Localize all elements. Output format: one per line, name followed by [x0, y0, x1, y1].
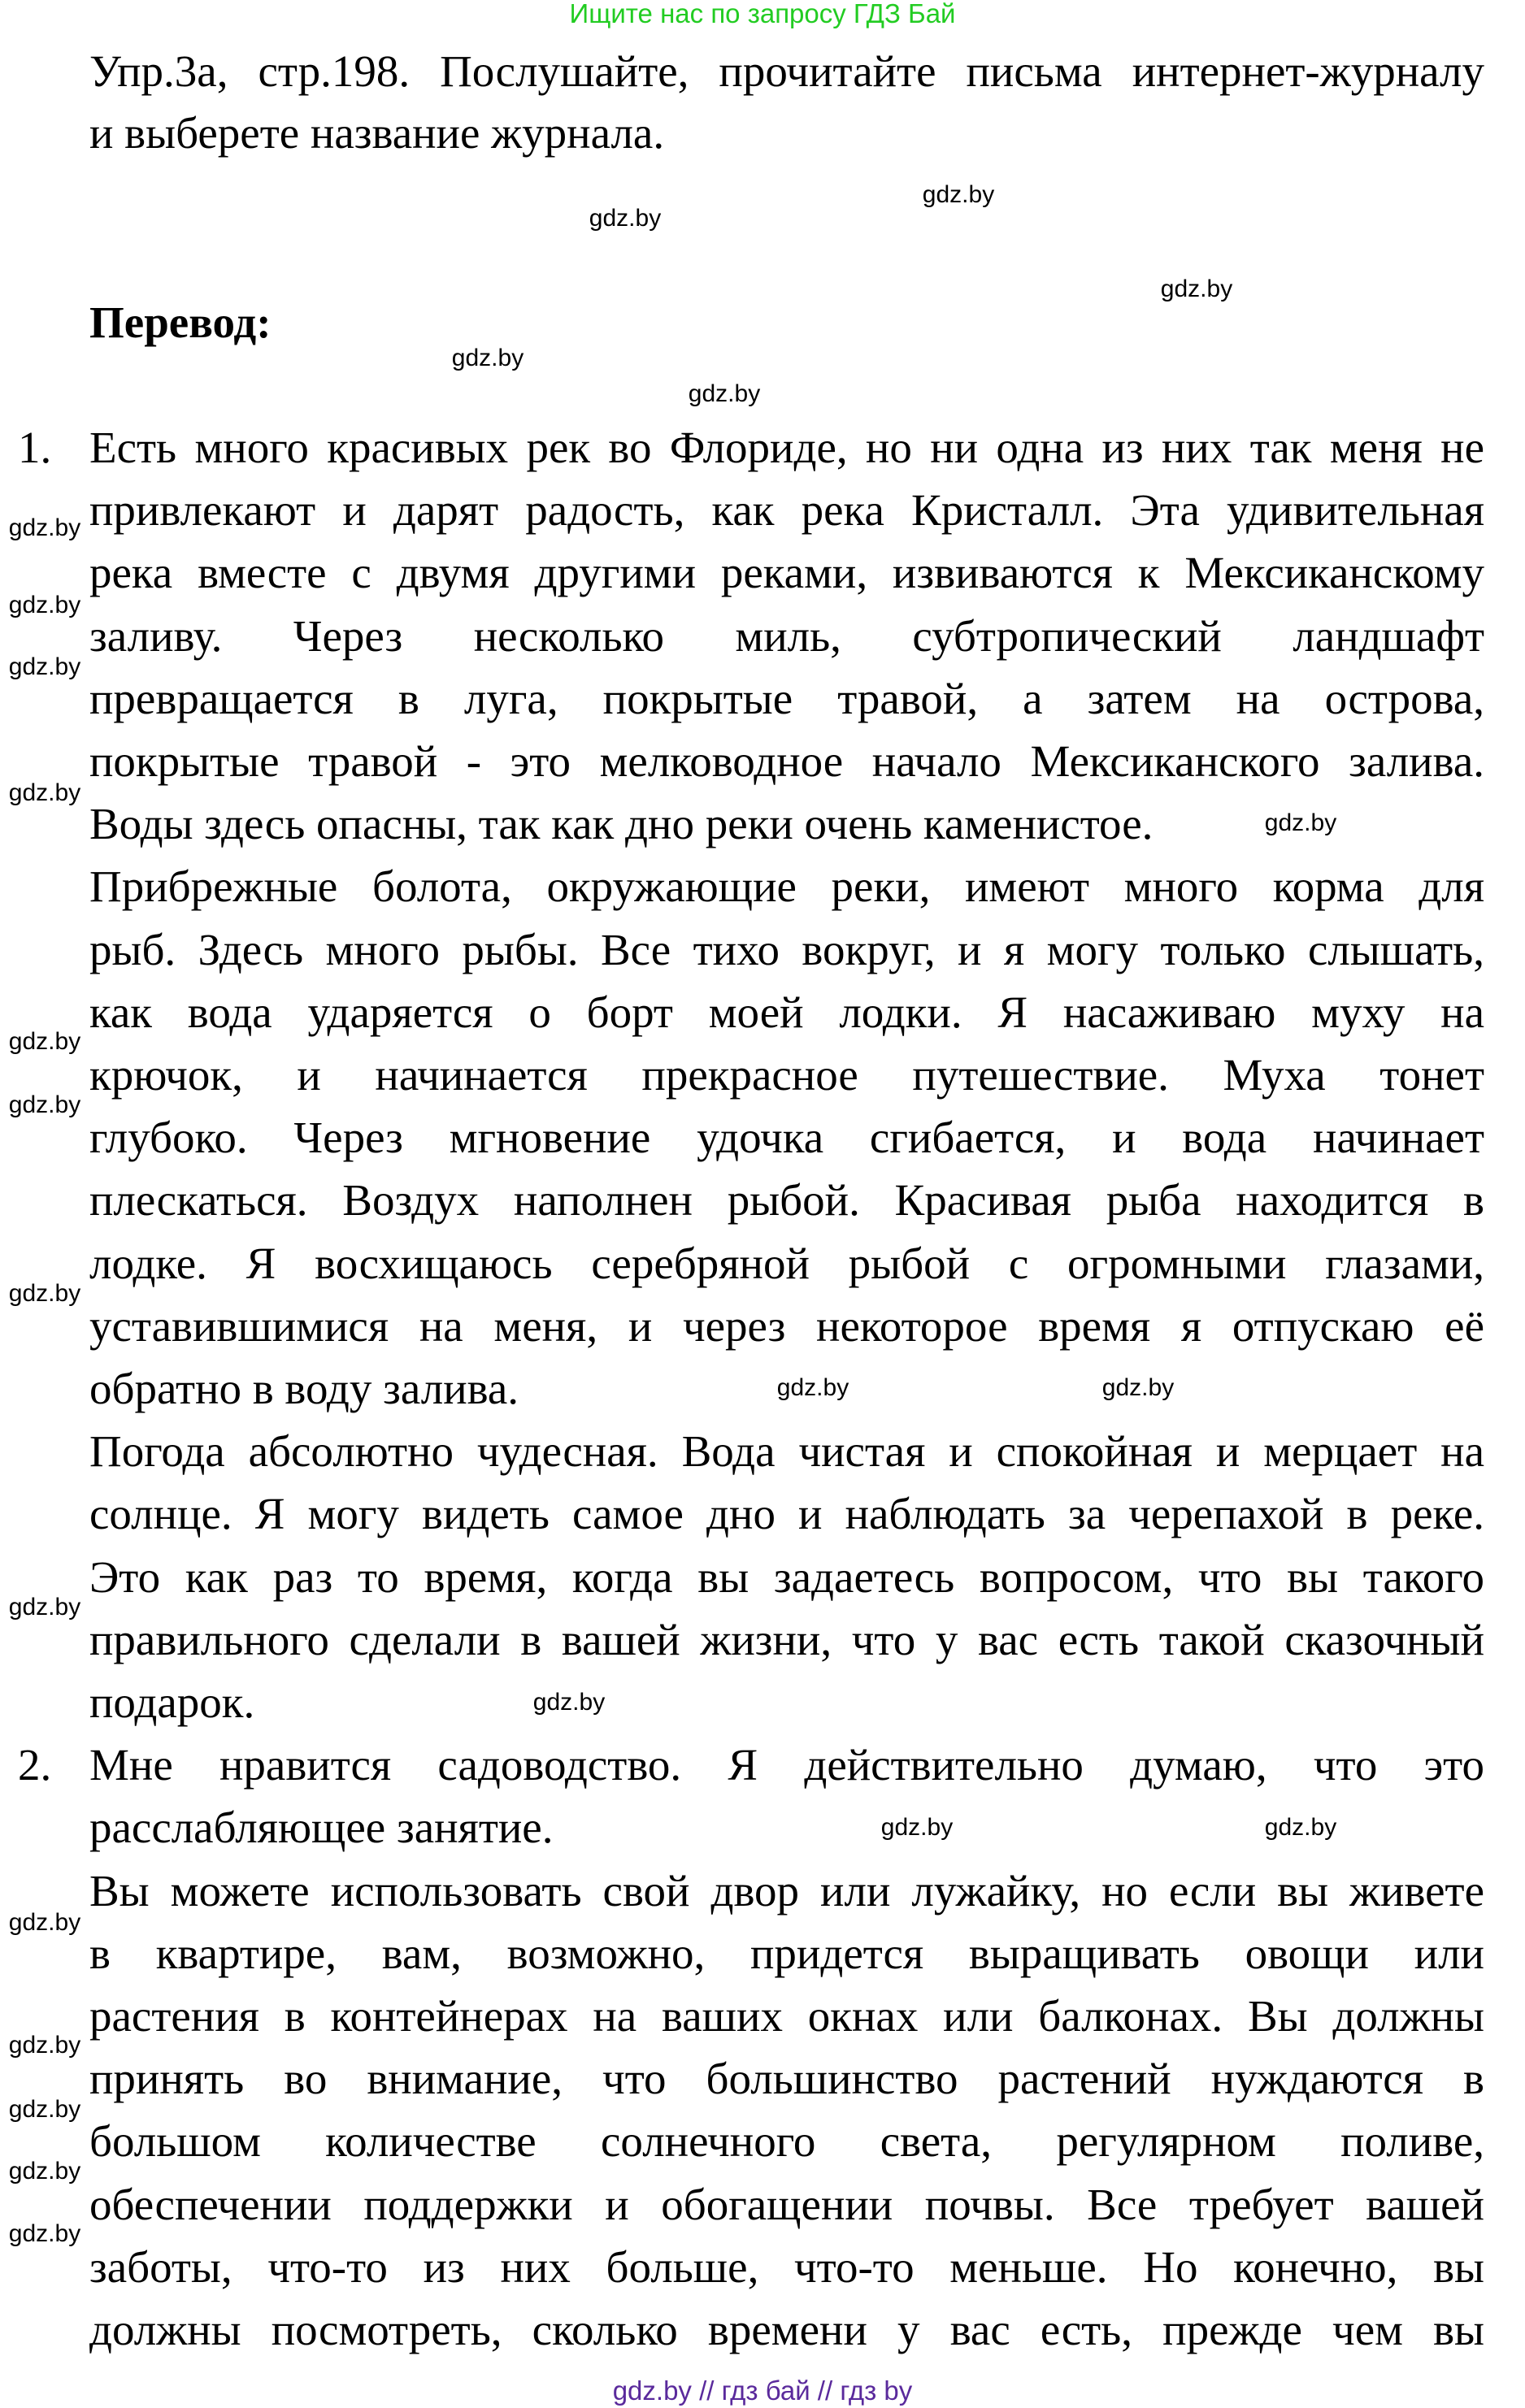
- watermark: gdz.by: [8, 1091, 81, 1118]
- text-line: Есть много красивых рек во Флориде, но ни одна из них так меня не: [89, 423, 1484, 472]
- watermark: gdz.by: [922, 181, 995, 208]
- list-number-1: 1.: [18, 423, 52, 472]
- task-title-line-2: и выберете название журнала.: [89, 108, 665, 158]
- text-line: должны посмотреть, сколько времени у вас есть, прежде чем вы: [89, 2305, 1484, 2354]
- text-line: обратно в воду залива.: [89, 1364, 519, 1413]
- watermark: gdz.by: [451, 345, 524, 371]
- watermark: gdz.by: [1160, 276, 1233, 302]
- watermark: gdz.by: [8, 2032, 81, 2059]
- watermark: gdz.by: [589, 205, 662, 232]
- text-line: расслабляющее занятие.: [89, 1803, 554, 1853]
- text-line: Прибрежные болота, окружающие реки, имеют много корма для: [89, 861, 1484, 912]
- watermark: gdz.by: [776, 1374, 849, 1401]
- text-line: лодке. Я восхищаюсь серебряной рыбой с огромными глазами,: [89, 1238, 1484, 1288]
- text-line: подарок.: [89, 1677, 255, 1727]
- text-line: Воды здесь опасны, так как дно реки очень каменистое.: [89, 799, 1154, 849]
- text-line: заботы, что-то из них больше, что-то меньше. Но конечно, вы: [89, 2241, 1484, 2292]
- watermark: gdz.by: [8, 2220, 81, 2247]
- text-line: привлекают и дарят радость, как река Кристалл. Эта удивительная: [89, 485, 1484, 536]
- watermark: gdz.by: [8, 1028, 81, 1055]
- text-line: растения в контейнерах на ваших окнах или балконах. Вы должны: [89, 1991, 1484, 2041]
- watermark: gdz.by: [8, 2096, 81, 2123]
- text-line: заливу. Через несколько миль, субтропический ландшафт: [89, 610, 1484, 661]
- list-number-2: 2.: [18, 1740, 52, 1790]
- text-line: глубоко. Через мгновение удочка сгибается, и вода начинает: [89, 1113, 1484, 1163]
- section-heading: Перевод:: [89, 297, 272, 347]
- text-line: превращается в луга, покрытые травой, а затем на острова,: [89, 673, 1484, 723]
- text-line: в квартире, вам, возможно, придется выращивать овощи или: [89, 1928, 1484, 1978]
- watermark: gdz.by: [8, 779, 81, 806]
- watermark: gdz.by: [1101, 1374, 1175, 1401]
- text-line: Это как раз то время, когда вы задаетесь вопросом, что вы такого: [89, 1551, 1484, 1602]
- text-line: солнце. Я могу видеть самое дно и наблюдать за черепахой в реке.: [89, 1489, 1484, 1539]
- watermark: gdz.by: [8, 592, 81, 618]
- text-line: покрытые травой - это мелководное начало Мексиканского залива.: [89, 736, 1484, 786]
- watermark: gdz.by: [8, 653, 81, 680]
- text-line: крючок, и начинается прекрасное путешествие. Муха тонет: [89, 1050, 1484, 1100]
- header-note: Ищите нас по запросу ГДЗ Бай: [569, 0, 956, 28]
- text-line: как вода ударяется о борт моей лодки. Я насаживаю муху на: [89, 987, 1484, 1037]
- text-line: Вы можете использовать свой двор или лужайку, но если вы живете: [89, 1865, 1484, 1916]
- footer-note: gdz.by // гдз бай // гдз by: [612, 2375, 913, 2406]
- text-line: уставившимися на меня, и через некоторое время я отпускаю её: [89, 1300, 1484, 1351]
- text-line: плескаться. Воздух наполнен рыбой. Красивая рыба находится в: [89, 1175, 1484, 1226]
- watermark: gdz.by: [8, 1909, 81, 1936]
- text-line: Мне нравится садоводство. Я действительно думаю, что это: [89, 1740, 1484, 1790]
- text-line: принять во внимание, что большинство растений нуждаются в: [89, 2054, 1484, 2104]
- text-line: правильного сделали в вашей жизни, что у вас есть такой сказочный: [89, 1614, 1484, 1664]
- watermark: gdz.by: [8, 1594, 81, 1621]
- watermark: gdz.by: [880, 1814, 954, 1841]
- watermark: gdz.by: [8, 1280, 81, 1307]
- watermark: gdz.by: [8, 514, 81, 541]
- watermark: gdz.by: [532, 1689, 606, 1716]
- watermark: gdz.by: [1264, 1814, 1337, 1841]
- task-title-line-1: Упр.3а, стр.198. Послушайте, прочитайте письма интернет-журналу: [89, 46, 1484, 96]
- watermark: gdz.by: [688, 380, 761, 407]
- text-line: рыб. Здесь много рыбы. Все тихо вокруг, и я могу только слышать,: [89, 924, 1484, 974]
- text-line: большом количестве солнечного света, регулярном поливе,: [89, 2116, 1484, 2167]
- watermark: gdz.by: [8, 2158, 81, 2185]
- text-line: Погода абсолютно чудесная. Вода чистая и спокойная и мерцает на: [89, 1426, 1484, 1477]
- text-line: река вместе с двумя другими реками, извиваются к Мексиканскому: [89, 548, 1484, 598]
- text-line: обеспечении поддержки и обогащении почвы. Все требует вашей: [89, 2179, 1484, 2229]
- watermark: gdz.by: [1264, 809, 1337, 836]
